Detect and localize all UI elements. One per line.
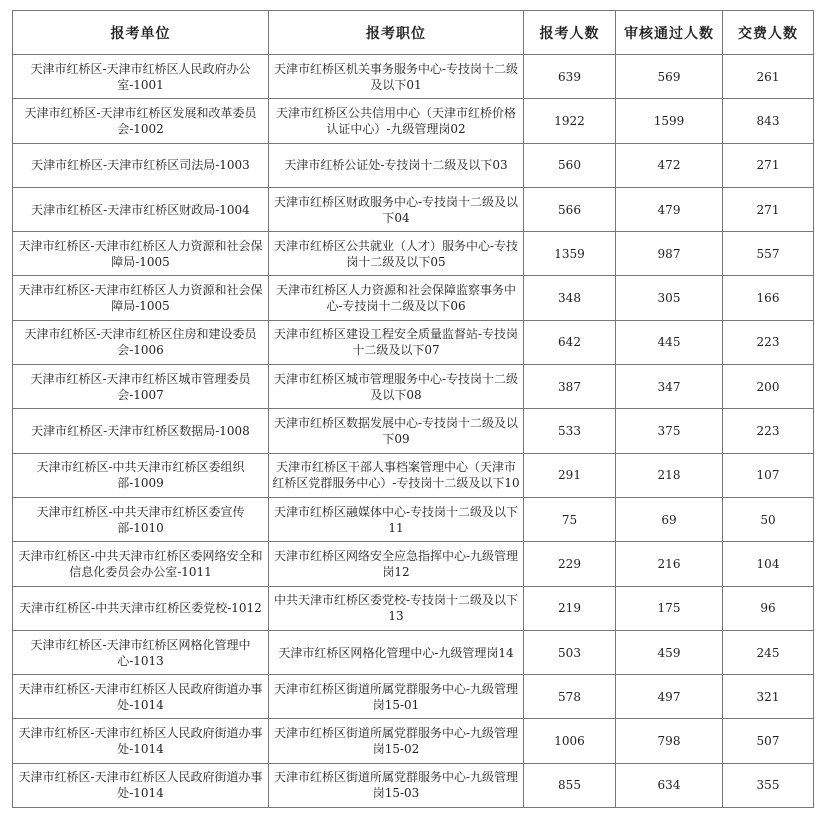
cell-unit-text: 天津市红桥区-天津市红桥区人力资源和社会保障局-1005 bbox=[18, 283, 263, 314]
cell-position bbox=[269, 143, 524, 187]
cell-unit-text: 天津市红桥区-天津市红桥区人民政府办公室-1001 bbox=[30, 61, 251, 92]
cell-position-text: 天津市红桥区机关事务服务中心-专技岗十二级及以下01 bbox=[273, 61, 519, 92]
cell-applied bbox=[524, 719, 616, 763]
cell-position-text: 天津市红桥区城市管理服务中心-专技岗十二级及以下08 bbox=[273, 371, 519, 402]
cell-paid bbox=[723, 719, 814, 763]
cell-approved bbox=[616, 320, 723, 364]
cell-position bbox=[269, 675, 524, 719]
table-row bbox=[13, 630, 814, 674]
cell-unit-text: 天津市红桥区-天津市红桥区司法局-1003 bbox=[31, 158, 250, 173]
cell-unit bbox=[13, 497, 269, 541]
cell-paid bbox=[723, 542, 814, 586]
cell-approved bbox=[616, 409, 723, 453]
cell-applied bbox=[524, 675, 616, 719]
cell-position-text: 天津市红桥区街道所属党群服务中心-九级管理岗15-02 bbox=[273, 726, 519, 757]
cell-applied bbox=[524, 542, 616, 586]
cell-approved bbox=[616, 453, 723, 497]
cell-applied bbox=[524, 586, 616, 630]
cell-paid-text: 166 bbox=[756, 291, 780, 306]
cell-approved-text: 445 bbox=[657, 335, 681, 350]
cell-applied-text: 566 bbox=[558, 202, 581, 217]
cell-approved-text: 375 bbox=[657, 424, 681, 439]
cell-unit-text: 天津市红桥区-中共天津市红桥区委网络安全和信息化委员会办公室-1011 bbox=[18, 548, 263, 579]
cell-paid-text: 107 bbox=[756, 468, 780, 483]
cell-approved bbox=[616, 586, 723, 630]
cell-applied-text: 1922 bbox=[554, 113, 585, 128]
cell-paid-text: 104 bbox=[756, 556, 780, 571]
cell-position bbox=[269, 409, 524, 453]
cell-paid-text: 507 bbox=[756, 734, 780, 749]
table-row bbox=[13, 763, 814, 807]
cell-approved bbox=[616, 675, 723, 719]
cell-approved-text: 1599 bbox=[653, 113, 685, 128]
cell-paid bbox=[723, 99, 814, 143]
table-row bbox=[13, 586, 814, 630]
cell-unit bbox=[13, 276, 269, 320]
cell-approved bbox=[616, 187, 723, 231]
cell-unit bbox=[13, 763, 269, 807]
cell-paid-text: 355 bbox=[756, 778, 780, 793]
cell-applied bbox=[524, 763, 616, 807]
header-applied: 报考人数 bbox=[524, 11, 616, 55]
cell-position bbox=[269, 542, 524, 586]
cell-unit-text: 天津市红桥区-天津市红桥区人民政府街道办事处-1014 bbox=[18, 681, 263, 712]
header-paid: 交费人数 bbox=[723, 11, 814, 55]
cell-approved bbox=[616, 542, 723, 586]
cell-position bbox=[269, 719, 524, 763]
cell-position-text: 天津市红桥区建设工程安全质量监督站-专技岗十二级及以下07 bbox=[273, 327, 519, 358]
cell-approved-text: 218 bbox=[657, 468, 681, 483]
cell-paid bbox=[723, 675, 814, 719]
cell-applied bbox=[524, 453, 616, 497]
cell-paid bbox=[723, 409, 814, 453]
cell-applied-text: 642 bbox=[558, 335, 581, 350]
cell-position-text: 天津市红桥区公共信用中心（天津市红桥价格认证中心）-九级管理岗02 bbox=[275, 105, 516, 136]
table-row bbox=[13, 320, 814, 364]
header-approved: 审核通过人数 bbox=[616, 11, 723, 55]
cell-paid bbox=[723, 55, 814, 99]
cell-position-text: 天津市红桥区网络安全应急指挥中心-九级管理岗12 bbox=[273, 548, 519, 579]
cell-unit bbox=[13, 719, 269, 763]
table-body bbox=[13, 55, 814, 808]
cell-paid-text: 200 bbox=[756, 379, 780, 394]
header-unit: 报考单位 bbox=[13, 11, 269, 55]
cell-unit bbox=[13, 187, 269, 231]
cell-position bbox=[269, 320, 524, 364]
cell-approved bbox=[616, 55, 723, 99]
cell-position bbox=[269, 497, 524, 541]
cell-applied bbox=[524, 320, 616, 364]
cell-approved bbox=[616, 497, 723, 541]
cell-applied-text: 1359 bbox=[554, 246, 585, 261]
cell-applied-text: 219 bbox=[558, 601, 581, 616]
cell-unit-text: 天津市红桥区-中共天津市红桥区委组织部-1009 bbox=[36, 460, 245, 491]
cell-position bbox=[269, 187, 524, 231]
cell-paid bbox=[723, 497, 814, 541]
cell-applied bbox=[524, 99, 616, 143]
cell-approved bbox=[616, 365, 723, 409]
table-row bbox=[13, 365, 814, 409]
cell-applied-text: 560 bbox=[558, 158, 581, 173]
cell-position bbox=[269, 365, 524, 409]
cell-position bbox=[269, 276, 524, 320]
cell-paid-text: 271 bbox=[756, 158, 780, 173]
cell-approved-text: 479 bbox=[657, 202, 681, 217]
cell-unit-text: 天津市红桥区-天津市红桥区发展和改革委员会-1002 bbox=[24, 105, 257, 136]
header-row bbox=[13, 11, 814, 55]
cell-position bbox=[269, 586, 524, 630]
cell-unit bbox=[13, 409, 269, 453]
table-row bbox=[13, 453, 814, 497]
cell-paid bbox=[723, 276, 814, 320]
cell-paid bbox=[723, 453, 814, 497]
cell-unit bbox=[13, 675, 269, 719]
table-row bbox=[13, 409, 814, 453]
registration-table bbox=[12, 10, 814, 808]
cell-paid-text: 223 bbox=[756, 335, 780, 350]
cell-approved-text: 987 bbox=[657, 246, 681, 261]
cell-approved-text: 798 bbox=[657, 734, 681, 749]
cell-paid-text: 843 bbox=[756, 113, 780, 128]
cell-approved bbox=[616, 630, 723, 674]
cell-position-text: 天津市红桥区街道所属党群服务中心-九级管理岗15-01 bbox=[273, 681, 519, 712]
table-row bbox=[13, 675, 814, 719]
cell-paid bbox=[723, 320, 814, 364]
cell-applied-text: 855 bbox=[558, 778, 581, 793]
header-position: 报考职位 bbox=[269, 11, 524, 55]
cell-paid-text: 245 bbox=[756, 645, 780, 660]
cell-unit-text: 天津市红桥区-天津市红桥区人民政府街道办事处-1014 bbox=[18, 726, 263, 757]
table-row bbox=[13, 276, 814, 320]
cell-unit bbox=[13, 143, 269, 187]
cell-paid bbox=[723, 630, 814, 674]
cell-unit-text: 天津市红桥区-天津市红桥区财政局-1004 bbox=[31, 202, 250, 217]
cell-position bbox=[269, 99, 524, 143]
cell-unit-text: 天津市红桥区-天津市红桥区数据局-1008 bbox=[31, 424, 250, 439]
cell-unit bbox=[13, 542, 269, 586]
cell-paid bbox=[723, 187, 814, 231]
cell-applied bbox=[524, 143, 616, 187]
cell-unit bbox=[13, 630, 269, 674]
cell-paid bbox=[723, 232, 814, 276]
cell-applied-text: 639 bbox=[558, 69, 581, 84]
cell-unit-text: 天津市红桥区-天津市红桥区住房和建设委员会-1006 bbox=[24, 327, 257, 358]
cell-position-text: 中共天津市红桥区委党校-专技岗十二级及以下13 bbox=[273, 593, 519, 624]
cell-position-text: 天津市红桥区网格化管理中心-九级管理岗14 bbox=[278, 645, 514, 660]
cell-applied-text: 348 bbox=[558, 291, 581, 306]
cell-position-text: 天津市红桥区公共就业（人才）服务中心-专技岗十二级及以下05 bbox=[273, 238, 519, 269]
cell-unit-text: 天津市红桥区-天津市红桥区人民政府街道办事处-1014 bbox=[18, 770, 263, 801]
cell-approved bbox=[616, 276, 723, 320]
cell-position-text: 天津市红桥区人力资源和社会保障监察事务中心-专技岗十二级及以下06 bbox=[275, 283, 516, 314]
cell-approved-text: 347 bbox=[657, 379, 681, 394]
table-row bbox=[13, 99, 814, 143]
cell-approved-text: 305 bbox=[657, 291, 681, 306]
cell-position-text: 天津市红桥区财政服务中心-专技岗十二级及以下04 bbox=[273, 194, 519, 225]
cell-approved-text: 472 bbox=[657, 158, 681, 173]
cell-applied-text: 1006 bbox=[554, 734, 585, 749]
cell-applied-text: 291 bbox=[558, 468, 581, 483]
table-row bbox=[13, 232, 814, 276]
cell-unit bbox=[13, 320, 269, 364]
cell-unit bbox=[13, 55, 269, 99]
cell-unit bbox=[13, 453, 269, 497]
cell-unit-text: 天津市红桥区-天津市红桥区城市管理委员会-1007 bbox=[30, 371, 251, 402]
cell-applied-text: 503 bbox=[558, 645, 581, 660]
cell-paid-text: 271 bbox=[756, 202, 780, 217]
cell-applied-text: 578 bbox=[558, 689, 581, 704]
cell-approved-text: 634 bbox=[657, 778, 681, 793]
cell-approved-text: 497 bbox=[657, 689, 681, 704]
cell-unit-text: 天津市红桥区-中共天津市红桥区委宣传部-1010 bbox=[36, 504, 245, 535]
table-row bbox=[13, 187, 814, 231]
cell-applied bbox=[524, 232, 616, 276]
cell-applied-text: 75 bbox=[561, 512, 578, 527]
cell-position-text: 天津市红桥公证处-专技岗十二级及以下03 bbox=[284, 158, 508, 173]
cell-unit-text: 天津市红桥区-天津市红桥区网格化管理中心-1013 bbox=[30, 637, 251, 668]
table-row bbox=[13, 55, 814, 99]
cell-unit bbox=[13, 232, 269, 276]
cell-approved-text: 569 bbox=[657, 69, 681, 84]
cell-position-text: 天津市红桥区街道所属党群服务中心-九级管理岗15-03 bbox=[273, 770, 519, 801]
cell-approved bbox=[616, 232, 723, 276]
cell-paid bbox=[723, 763, 814, 807]
cell-paid-text: 261 bbox=[756, 69, 780, 84]
cell-position-text: 天津市红桥区融媒体中心-专技岗十二级及以下11 bbox=[273, 504, 519, 535]
cell-applied bbox=[524, 365, 616, 409]
cell-paid bbox=[723, 365, 814, 409]
cell-approved-text: 69 bbox=[661, 512, 677, 527]
cell-position-text: 天津市红桥区数据发展中心-专技岗十二级及以下09 bbox=[273, 416, 519, 447]
table-row bbox=[13, 719, 814, 763]
cell-paid-text: 223 bbox=[756, 424, 780, 439]
cell-unit bbox=[13, 365, 269, 409]
cell-approved bbox=[616, 143, 723, 187]
cell-applied-text: 229 bbox=[558, 556, 581, 571]
table-row bbox=[13, 542, 814, 586]
cell-position-text: 天津市红桥区干部人事档案管理中心（天津市红桥区党群服务中心）-专技岗十二级及以下10 bbox=[272, 460, 520, 491]
cell-approved bbox=[616, 99, 723, 143]
cell-position bbox=[269, 232, 524, 276]
cell-unit-text: 天津市红桥区-中共天津市红桥区委党校-1012 bbox=[19, 601, 262, 616]
cell-applied bbox=[524, 276, 616, 320]
cell-approved bbox=[616, 763, 723, 807]
table-row bbox=[13, 497, 814, 541]
cell-position bbox=[269, 630, 524, 674]
cell-paid-text: 557 bbox=[756, 246, 780, 261]
cell-approved bbox=[616, 719, 723, 763]
cell-unit bbox=[13, 99, 269, 143]
cell-applied bbox=[524, 55, 616, 99]
cell-paid bbox=[723, 143, 814, 187]
cell-applied bbox=[524, 497, 616, 541]
cell-position bbox=[269, 55, 524, 99]
cell-applied bbox=[524, 630, 616, 674]
cell-applied bbox=[524, 187, 616, 231]
cell-applied bbox=[524, 409, 616, 453]
cell-approved-text: 216 bbox=[657, 556, 681, 571]
cell-applied-text: 387 bbox=[558, 379, 581, 394]
table-row bbox=[13, 143, 814, 187]
cell-unit bbox=[13, 586, 269, 630]
cell-unit-text: 天津市红桥区-天津市红桥区人力资源和社会保障局-1005 bbox=[18, 238, 263, 269]
cell-position bbox=[269, 453, 524, 497]
cell-paid-text: 50 bbox=[760, 512, 776, 527]
cell-paid-text: 321 bbox=[756, 689, 780, 704]
cell-applied-text: 533 bbox=[558, 424, 581, 439]
cell-paid bbox=[723, 586, 814, 630]
cell-position bbox=[269, 763, 524, 807]
cell-paid-text: 96 bbox=[760, 601, 776, 616]
cell-approved-text: 175 bbox=[657, 601, 681, 616]
cell-approved-text: 459 bbox=[657, 645, 681, 660]
